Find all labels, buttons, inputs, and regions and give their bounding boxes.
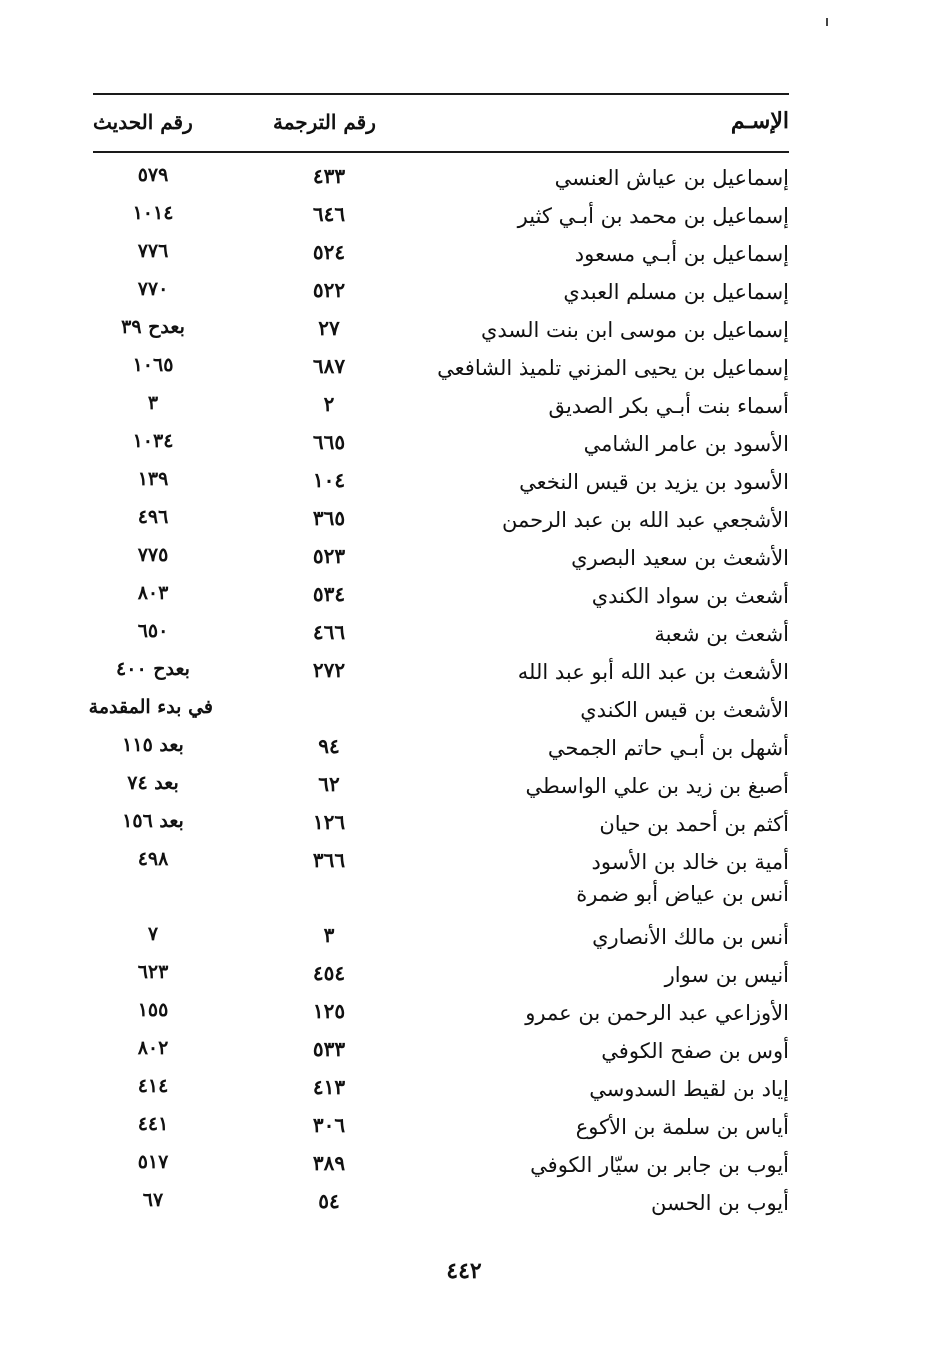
narrator-name: الأسود بن يزيد بن قيس النخعي	[519, 470, 789, 494]
hadith-number: ١٥٥	[137, 999, 169, 1021]
hadith-number: ٦٧	[142, 1189, 164, 1211]
scan-mark	[826, 18, 828, 26]
hadith-number: ٥١٧	[137, 1151, 169, 1173]
hadith-number: في بدء المقدمة	[88, 696, 213, 718]
table-row	[93, 1183, 789, 1221]
narrator-name: أوس بن صفح الكوفي	[601, 1039, 789, 1063]
narrator-name: إسماعيل بن أبـي مسعود	[574, 242, 789, 266]
hadith-number: ٣	[147, 392, 159, 414]
translation-number: ٥٣٤	[312, 582, 346, 606]
index-table-body	[88, 158, 789, 1221]
translation-number: ٣٠٦	[312, 1113, 346, 1137]
narrator-name: إياد بن لقيط السدوسي	[589, 1077, 789, 1101]
translation-number: ٦٦٥	[312, 430, 346, 454]
narrator-name: الأشعث بن سعيد البصري	[571, 546, 789, 570]
translation-number: ٦٢	[318, 772, 340, 796]
table-row	[93, 614, 789, 652]
narrator-name: أيوب بن جابر بن سيّار الكوفي	[530, 1153, 789, 1177]
narrator-name: أشعث بن سواد الكندي	[591, 584, 789, 608]
narrator-name: إسماعيل بن مسلم العبدي	[563, 280, 789, 304]
hadith-number: ٦٢٣	[137, 961, 169, 983]
translation-number: ٥٣٣	[312, 1037, 346, 1061]
hadith-number: ٦٥٠	[137, 620, 169, 642]
hadith-number: ٨٠٣	[137, 582, 169, 604]
narrator-name: أياس بن سلمة بن الأكوع	[575, 1115, 789, 1139]
hadith-number: ١٠٦٥	[132, 354, 174, 376]
translation-number: ٥٢٢	[312, 278, 346, 302]
hadith-number: بعدح ٤٠٠	[116, 658, 190, 680]
narrator-name: الأوزاعي عبد الرحمن بن عمرو	[525, 1001, 789, 1025]
table-row	[93, 234, 789, 272]
narrator-name: أكثم بن أحمد بن حيان	[599, 812, 789, 836]
translation-number: ٦٤٦	[312, 202, 346, 226]
narrator-name: إسماعيل بن محمد بن أبـي كثير	[517, 204, 789, 228]
narrator-name: الأشعث بن قيس الكندي	[580, 698, 789, 722]
translation-number: ٩٤	[318, 734, 340, 758]
hadith-number: ٧٧٠	[137, 278, 169, 300]
table-top-rule	[93, 93, 789, 95]
translation-number: ٤١٣	[312, 1075, 346, 1099]
table-row	[93, 955, 789, 993]
hadith-number: ١٣٩	[137, 468, 169, 490]
translation-number: ٣	[323, 923, 335, 947]
table-row	[93, 804, 789, 842]
hadith-number: ٧٧٦	[137, 240, 169, 262]
hadith-number: ٧	[147, 923, 159, 945]
translation-number: ٤٥٤	[312, 961, 346, 985]
table-row	[93, 576, 789, 614]
hadith-number: ٤٤١	[137, 1113, 169, 1135]
narrator-name: الأشجعي عبد الله بن عبد الرحمن	[502, 508, 789, 532]
table-row	[93, 158, 789, 196]
narrator-name: الأسود بن عامر الشامي	[583, 432, 789, 456]
hadith-number: بعد ١٥٦	[122, 810, 184, 832]
header-name: الإسـم	[730, 108, 789, 134]
translation-number: ٣٦٦	[312, 848, 346, 872]
translation-number: ٢٧٢	[312, 658, 346, 682]
table-row	[93, 1069, 789, 1107]
hadith-number: ٤٩٨	[137, 848, 169, 870]
hadith-number: ٥٧٩	[137, 164, 169, 186]
translation-number: ٣٦٥	[312, 506, 346, 530]
hadith-number: ٨٠٢	[137, 1037, 169, 1059]
translation-number: ٢٧	[318, 316, 340, 340]
table-row	[93, 386, 789, 424]
header-hadith-number: رقم الحديث	[93, 110, 193, 134]
narrator-name: إسماعيل بن عياش العنسي	[554, 166, 789, 190]
table-row	[93, 1145, 789, 1183]
translation-number: ١٢٦	[312, 810, 346, 834]
table-row	[93, 462, 789, 500]
table-row	[93, 500, 789, 538]
table-row	[93, 728, 789, 766]
hadith-number: ١٠٣٤	[132, 430, 174, 452]
translation-number: ٥٤	[318, 1189, 340, 1213]
narrator-name: إسماعيل بن يحيى المزني تلميذ الشافعي	[437, 356, 789, 380]
narrator-name	[576, 846, 789, 910]
narrator-name: أشعث بن شعبة	[654, 622, 789, 646]
header-translation-number: رقم الترجمة	[273, 110, 376, 134]
table-header-rule	[93, 151, 789, 153]
translation-number: ٥٢٣	[312, 544, 346, 568]
narrator-name-line: أنس بن عياض أبو ضمرة	[576, 882, 789, 906]
table-row	[93, 310, 789, 348]
hadith-number: ٤٩٦	[137, 506, 169, 528]
table-row	[93, 196, 789, 234]
narrator-name-line: أمية بن خالد بن الأسود	[591, 850, 789, 874]
narrator-name: أصبغ بن زيد بن علي الواسطي	[525, 774, 789, 798]
narrator-name: أنيس بن سوار	[664, 963, 789, 987]
table-row	[93, 424, 789, 462]
translation-number: ٢	[323, 392, 335, 416]
hadith-number: ٤١٤	[137, 1075, 169, 1097]
narrator-name: أسماء بنت أبـي بكر الصديق	[548, 394, 789, 418]
narrator-name: أيوب بن الحسن	[651, 1191, 789, 1215]
table-row	[88, 690, 789, 728]
hadith-number: بعد ٧٤	[127, 772, 179, 794]
hadith-number: بعدح ٣٩	[121, 316, 185, 338]
hadith-number: ١٠١٤	[132, 202, 174, 224]
table-row	[93, 1107, 789, 1145]
translation-number: ٣٨٩	[312, 1151, 346, 1175]
translation-number: ٤٦٦	[312, 620, 346, 644]
translation-number: ٤٣٣	[312, 164, 346, 188]
translation-number: ٦٨٧	[312, 354, 346, 378]
page-number: ٤٤٢	[446, 1258, 482, 1284]
table-header	[93, 104, 789, 144]
hadith-number: بعد ١١٥	[122, 734, 184, 756]
table-row	[93, 652, 789, 690]
translation-number: ١٠٤	[312, 468, 346, 492]
table-row	[93, 1031, 789, 1069]
translation-number: ٥٢٤	[312, 240, 346, 264]
table-row	[93, 272, 789, 310]
narrator-name: الأشعث بن عبد الله أبو عبد الله	[517, 660, 789, 684]
table-row	[93, 348, 789, 386]
table-row	[93, 917, 789, 955]
narrator-name: أشهل بن أبـي حاتم الجمحي	[547, 736, 789, 760]
narrator-name: إسماعيل بن موسى ابن بنت السدي	[480, 318, 789, 342]
narrator-name: أنس بن مالك الأنصاري	[592, 925, 789, 949]
hadith-number: ٧٧٥	[137, 544, 169, 566]
translation-number: ١٢٥	[312, 999, 346, 1023]
table-row	[93, 842, 789, 917]
table-row	[93, 993, 789, 1031]
table-row	[93, 538, 789, 576]
table-row	[93, 766, 789, 804]
